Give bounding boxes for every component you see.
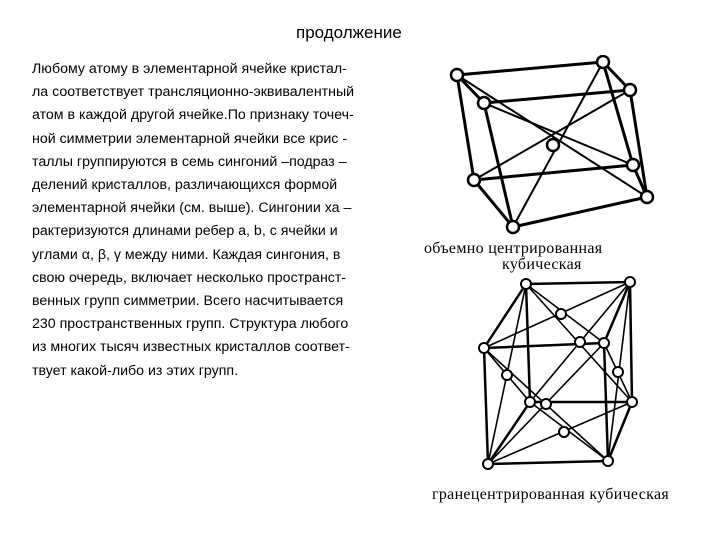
text-line: элементарной ячейки (см. выше). Сингонии ха –: [32, 200, 352, 217]
text-line: рактеризуются длинами ребер a, b, c ячейки и: [32, 223, 338, 240]
fcc-caption: гранецентрированная кубическая: [432, 486, 670, 503]
text-line: таллы группируются в семь сингоний –подраз –: [32, 153, 347, 170]
bcc-caption-line2: кубическая: [502, 256, 582, 273]
slide-title: продолжение: [296, 23, 402, 42]
bcc-caption-line1: объемно центрированная: [424, 240, 603, 257]
text-line: ла соответствует трансляционно-эквивалентный: [32, 84, 355, 101]
fcc-cubic-cell-diagram: [460, 272, 690, 477]
text-line: Любому атому в элементарной ячейке кристал-: [32, 61, 347, 77]
text-line: углами α, β, γ между ними. Каждая сингония, в: [32, 246, 341, 263]
text-line: свою очередь, включает несколько пространст-: [32, 269, 347, 286]
text-line: твует какой-либо из этих групп.: [32, 362, 239, 379]
bcc-cubic-cell-diagram: [420, 55, 660, 240]
text-line: из многих тысяч известных кристаллов соответ-: [32, 339, 350, 356]
body-paragraph: [32, 58, 404, 383]
text-line: ной симметрии элементарной ячейки все крис -: [32, 130, 348, 147]
text-line: венных групп симметрии. Всего насчитывается: [32, 293, 344, 310]
text-line: делений кристаллов, различающихся формой: [32, 177, 338, 194]
text-line: атом в каждой другой ячейке.По признаку точеч-: [32, 107, 354, 124]
text-line: 230 пространственных групп. Структура любого: [32, 316, 349, 333]
